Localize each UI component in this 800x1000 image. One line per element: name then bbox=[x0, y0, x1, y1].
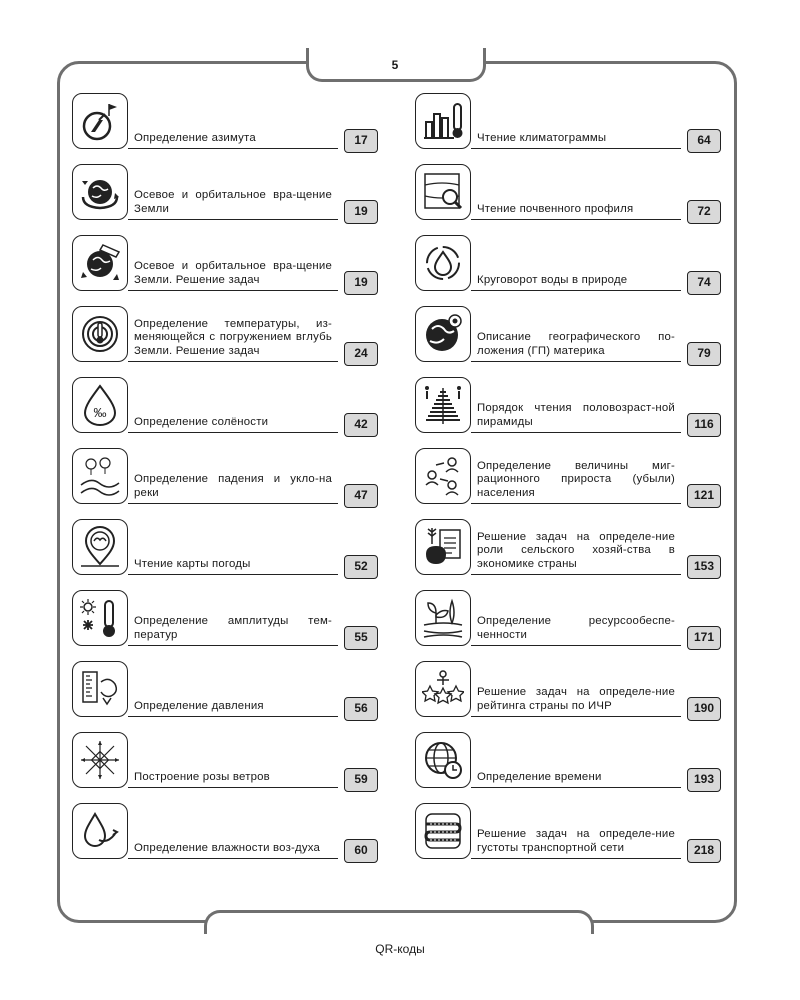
entry-underline bbox=[471, 290, 681, 291]
entry-title: Определение падения и укло-на реки bbox=[134, 473, 332, 499]
toc-entry[interactable] bbox=[72, 590, 378, 650]
globe-location-icon bbox=[415, 306, 471, 362]
resources-plant-icon bbox=[415, 590, 471, 646]
agriculture-document-icon bbox=[415, 519, 471, 575]
entry-page-number: 17 bbox=[344, 129, 378, 153]
entry-underline bbox=[128, 219, 338, 220]
transport-network-icon bbox=[415, 803, 471, 859]
entry-underline bbox=[128, 858, 338, 859]
entry-page-number: 153 bbox=[687, 555, 721, 579]
entry-title: Определение солёности bbox=[134, 415, 269, 428]
entry-title: Построение розы ветров bbox=[134, 770, 270, 783]
entry-title: Осевое и орбитальное вра-щение Земли bbox=[134, 189, 332, 215]
entry-title: Чтение почвенного профиля bbox=[477, 202, 634, 215]
toc-entry[interactable] bbox=[415, 377, 721, 437]
entry-page-number: 72 bbox=[687, 200, 721, 224]
entry-page-number: 193 bbox=[687, 768, 721, 792]
entry-underline bbox=[128, 361, 338, 362]
entry-underline bbox=[471, 858, 681, 859]
entry-title: Чтение карты погоды bbox=[134, 557, 251, 570]
entry-title: Порядок чтения половозраст-ной пирамиды bbox=[477, 402, 675, 428]
entry-page-number: 60 bbox=[344, 839, 378, 863]
entry-title: Решение задач на определе-ние роли сельского хозяй-ства в экономике страны bbox=[477, 530, 675, 570]
migration-icon bbox=[415, 448, 471, 504]
entry-underline bbox=[471, 574, 681, 575]
toc-entry[interactable] bbox=[415, 732, 721, 792]
toc-entry[interactable] bbox=[72, 93, 378, 153]
entry-underline bbox=[128, 432, 338, 433]
salinity-drop-icon bbox=[72, 377, 128, 433]
earth-layers-thermometer-icon bbox=[72, 306, 128, 362]
toc-entry[interactable] bbox=[415, 803, 721, 863]
entry-page-number: 55 bbox=[344, 626, 378, 650]
entry-underline bbox=[471, 432, 681, 433]
entry-underline bbox=[471, 645, 681, 646]
entry-underline bbox=[471, 716, 681, 717]
climate-chart-icon bbox=[415, 93, 471, 149]
entry-underline bbox=[471, 787, 681, 788]
toc-entry[interactable] bbox=[415, 93, 721, 153]
toc-entry[interactable] bbox=[72, 803, 378, 863]
entry-title: Решение задач на определе-ние густоты транспортной сети bbox=[477, 828, 675, 854]
entry-title: Определение амплитуды тем-ператур bbox=[134, 615, 332, 641]
entry-page-number: 19 bbox=[344, 200, 378, 224]
entry-title: Определение времени bbox=[477, 770, 602, 783]
entry-title: Чтение климатограммы bbox=[477, 131, 607, 144]
entry-underline bbox=[471, 361, 681, 362]
entry-page-number: 24 bbox=[344, 342, 378, 366]
entry-underline bbox=[128, 290, 338, 291]
entry-page-number: 218 bbox=[687, 839, 721, 863]
toc-entry[interactable] bbox=[72, 448, 378, 508]
toc-entry[interactable] bbox=[415, 590, 721, 650]
entry-page-number: 190 bbox=[687, 697, 721, 721]
entry-title: Определение ресурсообеспе-ченности bbox=[477, 615, 675, 641]
page-number: 5 bbox=[391, 58, 399, 72]
entry-title: Определение величины миг-рационного прироста (убыли) населения bbox=[477, 459, 675, 499]
entry-title: Осевое и орбитальное вра-щение Земли. Решение задач bbox=[134, 260, 332, 286]
globe-rotation-icon bbox=[72, 164, 128, 220]
entry-title: Определение азимута bbox=[134, 131, 256, 144]
toc-entry[interactable] bbox=[72, 377, 378, 437]
entry-title: Определение влажности воз-духа bbox=[134, 841, 321, 854]
entry-title: Круговорот воды в природе bbox=[477, 273, 628, 286]
entry-underline bbox=[471, 503, 681, 504]
entry-page-number: 42 bbox=[344, 413, 378, 437]
hdi-rating-people-icon bbox=[415, 661, 471, 717]
entry-page-number: 171 bbox=[687, 626, 721, 650]
toc-entry[interactable] bbox=[415, 164, 721, 224]
entry-title: Определение давления bbox=[134, 699, 264, 712]
svg-text:‰: ‰ bbox=[93, 405, 107, 420]
entry-page-number: 52 bbox=[344, 555, 378, 579]
population-pyramid-icon bbox=[415, 377, 471, 433]
toc-entry[interactable] bbox=[415, 519, 721, 579]
entry-underline bbox=[128, 716, 338, 717]
entry-page-number: 56 bbox=[344, 697, 378, 721]
footer-label: QR-коды bbox=[375, 942, 425, 956]
toc-entry[interactable] bbox=[72, 164, 378, 224]
entry-page-number: 116 bbox=[687, 413, 721, 437]
entry-page-number: 64 bbox=[687, 129, 721, 153]
entry-page-number: 74 bbox=[687, 271, 721, 295]
river-slope-icon bbox=[72, 448, 128, 504]
water-cycle-icon bbox=[415, 235, 471, 291]
weather-map-pin-icon bbox=[72, 519, 128, 575]
compass-icon bbox=[72, 93, 128, 149]
globe-clock-icon bbox=[415, 732, 471, 788]
entry-page-number: 121 bbox=[687, 484, 721, 508]
toc-entry[interactable] bbox=[415, 235, 721, 295]
entry-title: Решение задач на определе-ние рейтинга страны по ИЧР bbox=[477, 686, 675, 712]
toc-entry[interactable] bbox=[72, 306, 378, 366]
entry-underline bbox=[471, 148, 681, 149]
entry-underline bbox=[128, 148, 338, 149]
toc-entry[interactable] bbox=[72, 661, 378, 721]
entry-underline bbox=[471, 219, 681, 220]
entry-underline bbox=[128, 574, 338, 575]
entry-page-number: 59 bbox=[344, 768, 378, 792]
entry-underline bbox=[128, 503, 338, 504]
thermometer-sun-snow-icon bbox=[72, 590, 128, 646]
toc-entry[interactable] bbox=[415, 448, 721, 508]
toc-entry[interactable] bbox=[415, 661, 721, 721]
toc-entry[interactable] bbox=[72, 235, 378, 295]
footer-tab bbox=[204, 910, 594, 934]
toc-entry[interactable] bbox=[72, 732, 378, 792]
entry-page-number: 19 bbox=[344, 271, 378, 295]
barometer-icon bbox=[72, 661, 128, 717]
entry-title: Описание географического по-ложения (ГП) материка bbox=[477, 331, 675, 357]
humidity-drop-icon bbox=[72, 803, 128, 859]
wind-rose-icon bbox=[72, 732, 128, 788]
entry-page-number: 79 bbox=[687, 342, 721, 366]
toc-entry[interactable] bbox=[72, 519, 378, 579]
entry-page-number: 47 bbox=[344, 484, 378, 508]
entry-underline bbox=[128, 645, 338, 646]
entry-underline bbox=[128, 787, 338, 788]
soil-profile-icon bbox=[415, 164, 471, 220]
globe-pencil-icon bbox=[72, 235, 128, 291]
toc-entry[interactable] bbox=[415, 306, 721, 366]
entry-title: Определение температуры, из-меняющейся с погружением вглубь Земли. Решение задач bbox=[134, 317, 332, 357]
